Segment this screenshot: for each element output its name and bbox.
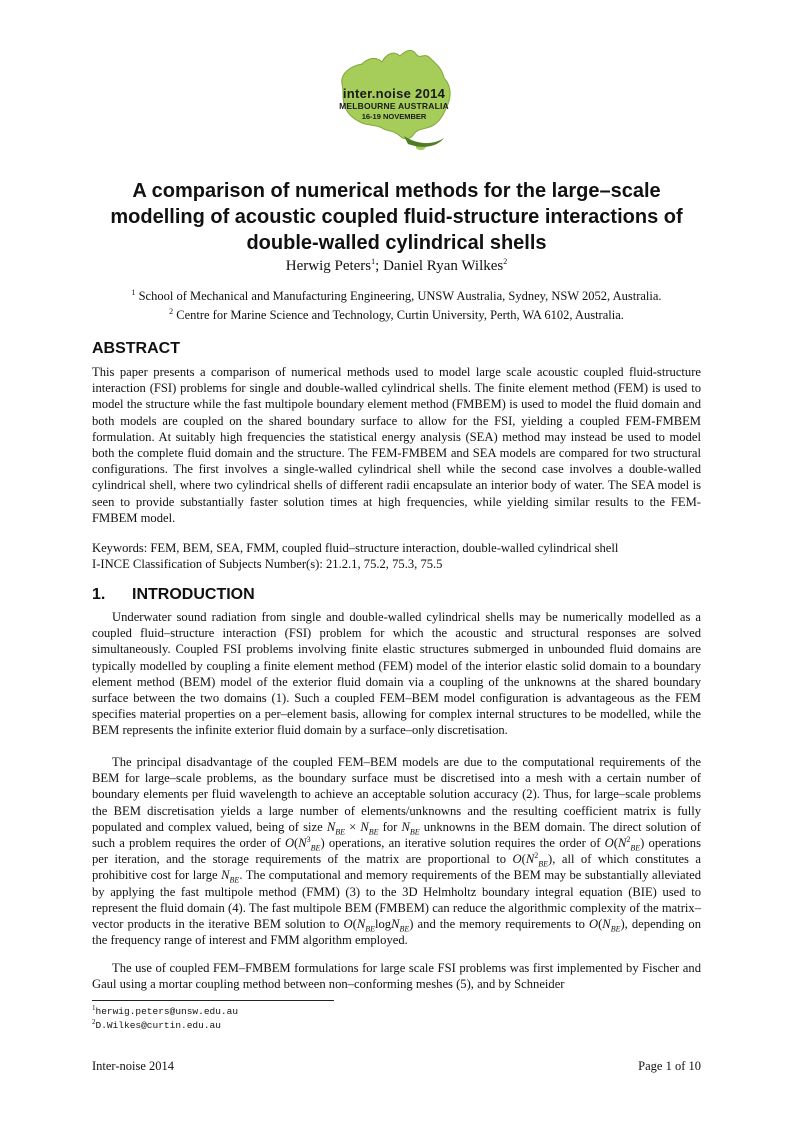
intro-paragraph-2: The principal disadvantage of the coupled FEM–BEM models are due to the computational requirements of the BEM for large–scale problems, as the boundary surface must be discretised into a mesh with a certain number of boundary elements per fluid wavelength to achieve an acceptable solution accuracy (2). Thus, for large–scale problems the BEM discretisation yields a large number of elements/unknowns and the resulting coefficient matrix is fully populated and complex valued, being of size $N_{BE} \times N_{BE}$ for $N_{BE}$ unknowns in the BEM domain. The direct solution of such a problem requires the order of $O(N^3_{BE})$ operations, an iterative solution requires the order of $O(N^2_{BE})$ operations per iteration, and the storage requirements of the matrix are proportional to $O(N^2_{BE})$, all of which constitutes a prohibitive cost for large $N_{BE}$. The computational and memory requirements of the BEM may be substantially alleviated by applying the fast multipole method (FMM) (3) to the 3D Helmholtz boundary integral equation (BIE) used to represent the fluid domain (4). The fast multipole BEM (FMBEM) can reduce the algorithmic complexity of the matrix–vector products in the iterative BEM solution to $O(N_{BE}\log N_{BE})$ and the memory requirements to $O(N_{BE})$, depending on the frequency range of interest and FMM algorithm employed. — [92, 755, 702, 948]
footnote — [92, 1017, 221, 1031]
keywords: Keywords: FEM, BEM, SEA, FMM, coupled fluid–structure interaction, double-walled cylindrical shell — [92, 541, 619, 555]
logo-dates: 16-19 NOVEMBER — [361, 112, 427, 121]
abstract-heading: ABSTRACT — [92, 340, 180, 357]
intro-paragraph-1: Underwater sound radiation from single and double-walled cylindrical shells may be numerically modelled as a coupled fluid–structure interaction (FSI) problem for which the acoustic and structural responses are solved simultaneously. Coupled FSI problems involving finite elastic structures submerged in unbounded fluid domains are typically modelled by coupling a finite element method (FEM) model of the interior elastic solid domain to a boundary element method (BEM) model of the exterior fluid domain via a coupling of the unknowns at the shared boundary surface between the two domains (1). Such a coupled FEM–BEM model configuration is advantageous as the FEM specifies material properties on a per–element basis, allowing for complex internal structures to be modelled, while the BEM represents the infinite exterior fluid domain by a surface–only discretisation. — [92, 610, 701, 738]
author-list — [0, 258, 793, 275]
section-title: INTRODUCTION — [132, 586, 255, 603]
footnote-mark: 1 — [92, 1003, 96, 1012]
author-mark: 2 — [503, 257, 508, 266]
logo-city: MELBOURNE AUSTRALIA — [339, 101, 449, 111]
affiliation-mark: 2 — [169, 306, 174, 316]
footer-conference: Inter-noise 2014 — [92, 1059, 175, 1073]
intro-paragraph-3: The use of coupled FEM–FMBEM formulations for large scale FSI problems was first implemented by Fischer and Gaul using a mortar coupling method between non–conforming meshes (5), and by Schneider — [92, 961, 701, 992]
author-name: Herwig Peters — [285, 258, 372, 274]
text-run: , all of which constitutes a prohibitive cost for large — [92, 852, 701, 883]
author-separator: ; — [375, 258, 384, 274]
author-mark: 1 — [371, 257, 376, 266]
paper-title: A comparison of numerical methods for the large–scale modelling of acoustic coupled fluid-structure interactions of double-walled cylindrical shells — [110, 180, 683, 254]
section-heading-introduction — [92, 586, 255, 604]
author-name: Daniel Ryan Wilkes — [383, 258, 504, 274]
footnote-mark: 2 — [92, 1017, 96, 1026]
text-run: . The computational and memory requirements of the BEM may be substantially alleviated by applying the fast multipole method (FMM) (3) to the 3D Helmholtz boundary integral equation (BIE) used to represent the fluid domain (4). The fast multipole BEM (FMBEM) can reduce the algorithmic complexity of the matrix–vector products in the iterative BEM solution to — [92, 868, 701, 932]
footnote — [92, 1003, 239, 1017]
text-run: for — [378, 819, 402, 834]
affiliation-text: Centre for Marine Science and Technology, Curtin University, Perth, WA 6102, Australia. — [176, 308, 624, 322]
text-run: and the memory requirements to — [413, 917, 589, 932]
footnote-rule — [92, 1000, 334, 1001]
text-run: operations per iteration, and the storage requirements of the matrix are proportional to — [92, 836, 701, 867]
abstract-text: This paper presents a comparison of numerical methods used to model large scale acoustic coupled fluid-structure interaction (FSI) problems for single and double-walled cylindrical shells. The finite element method (FEM) is used to model the structure while the fast multipole boundary element method (FMBEM) is used to model the fluid domain and both models are coupled on the shared boundary surface to allow for the FSI, yielding a coupled FEM-FMBEM formulation. At suitably high frequencies the statistical energy analysis (SEA) method may instead be used to model both the complete fluid domain and the structure. The FEM-FMBEM and SEA models are compared for two structural configurations. The first involves a single-walled cylindrical shell while the second case involves a double-walled cylindrical shell, where two cylindrical shells of different radii encapsulate an interior body of water. The SEA model is seen to provide substantially faster solution times at high frequencies, while yielding similar results to the FEM-FMBEM model. — [92, 365, 701, 525]
affiliation-mark: 1 — [131, 287, 136, 297]
text-run: The principal disadvantage of the coupled FEM–BEM models are due to the computational requirements of the BEM for large–scale problems, as the boundary surface must be discretised into a mesh with a certain number of boundary elements per fluid wavelength to achieve an acceptable solution accuracy (2). Thus, for large–scale problems the BEM discretisation yields a large number of elements/unknowns and the resulting coefficient matrix is fully populated and complex valued, being of size — [92, 755, 701, 834]
affiliation — [0, 289, 793, 304]
text-run: , depending on the frequency range of interest and FMM algorithm employed. — [92, 917, 702, 948]
keywords-block — [92, 540, 701, 572]
conference-logo — [320, 44, 468, 156]
text-run: unknowns in the BEM domain. The direct solution of such a problem requires the order of — [92, 819, 701, 851]
affiliation-text: School of Mechanical and Manufacturing Engineering, UNSW Australia, Sydney, NSW 2052, Australia. — [138, 289, 662, 303]
section-number: 1. — [92, 586, 106, 603]
footer-page-number: Page 1 of 10 — [638, 1059, 701, 1073]
text-run: operations, an iterative solution requires the order of — [324, 836, 605, 851]
logo-title: inter.noise 2014 — [342, 86, 446, 101]
footnote-email: D.Wilkes@curtin.edu.au — [95, 1020, 221, 1031]
classification: I-INCE Classification of Subjects Number(s): 21.2.1, 75.2, 75.3, 75.5 — [92, 557, 443, 572]
footnote-email: herwig.peters@unsw.edu.au — [95, 1006, 239, 1017]
affiliation — [0, 308, 793, 323]
